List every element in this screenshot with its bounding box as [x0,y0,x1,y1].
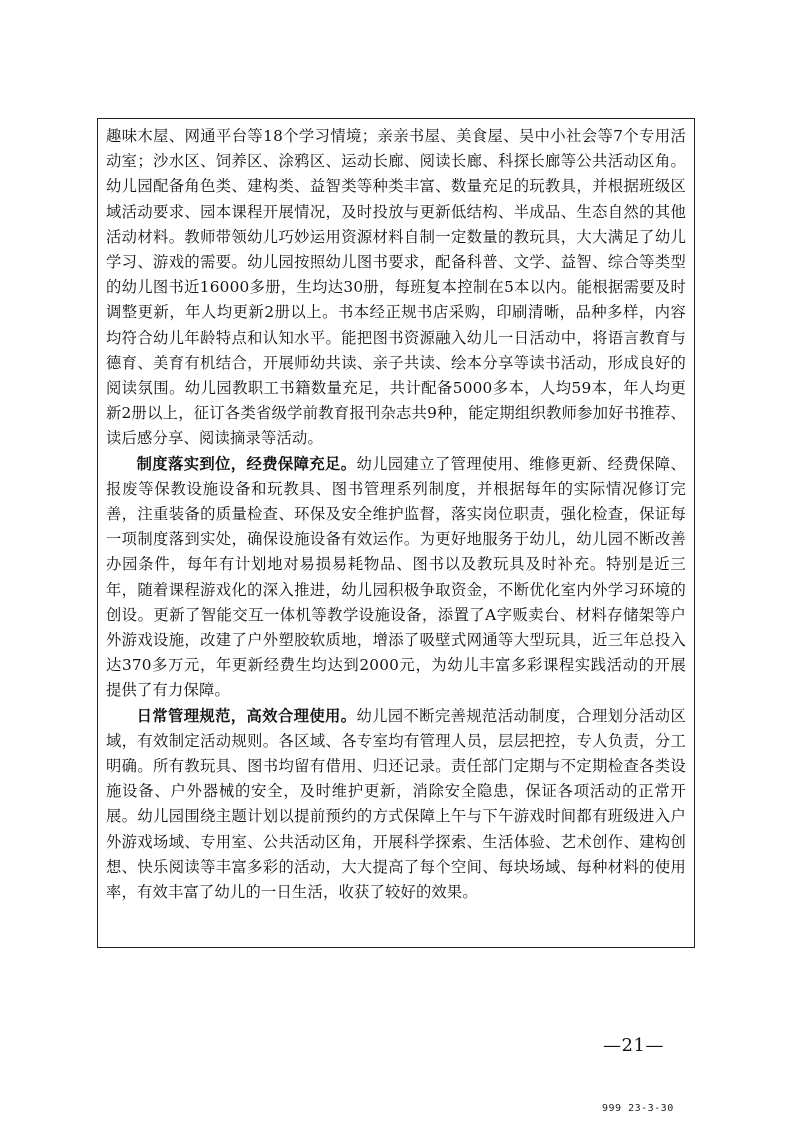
paragraph-3 [106,704,686,906]
paragraph-3-lead: 日常管理规范，高效合理使用。 [136,706,357,725]
footer-code: 999 23-3-30 [602,1103,674,1114]
paragraph-2-lead: 制度落实到位，经费保障充足。 [136,454,357,473]
page-number: —21— [603,1035,664,1056]
paragraph-3-body: 幼儿园不断完善规范活动制度，合理划分活动区域，有效制定活动规则。各区域、各专室均有管理人员，层层把控，专人负责，分工明确。所有教玩具、图书均留有借用、归还记录。责任部门定期与不定期检查各类设施设备、户外器械的安全，及时维护更新，消除安全隐患，保证各项活动的正常开展。幼儿园围绕主题计划以提前预约的方式保障上午与下午游戏时间都有班级进入户外游戏场域、专用室、公共活动区角，开展科学探索、生活体验、艺术创作、建构创想、快乐阅读等丰富多彩的活动，大大提高了每个空间、每块场域、每种材料的使用率，有效丰富了幼儿的一日生活，收获了较好的效果。 [106,706,686,902]
content-box [97,118,695,948]
paragraph-2 [106,452,686,704]
paragraph-1: 趣味木屋、网通平台等18个学习情境；亲亲书屋、美食屋、吴中小社会等7个专用活动室；沙水区、饲养区、涂鸦区、运动长廊、阅读长廊、科探长廊等公共活动区角。幼儿园配备角色类、建构类、益智类等种类丰富、数量充足的玩教具，并根据班级区域活动要求、园本课程开展情况，及时投放与更新低结构、半成品、生态自然的其他活动材料。教师带领幼儿巧妙运用资源材料自制一定数量的教玩具，大大满足了幼儿学习、游戏的需要。幼儿园按照幼儿图书要求，配备科普、文学、益智、综合等类型的幼儿图书近16000多册，生均达30册，每班复本控制在5本以内。能根据需要及时调整更新，年人均更新2册以上。书本经正规书店采购，印刷清晰，品种多样，内容均符合幼儿年龄特点和认知水平。能把图书资源融入幼儿一日活动中，将语言教育与德育、美育有机结合，开展师幼共读、亲子共读、绘本分享等读书活动，形成良好的阅读氛围。幼儿园教职工书籍数量充足，共计配备5000多本，人均59本，年人均更新2册以上，征订各类省级学前教育报刊杂志共9种，能定期组织教师参加好书推荐、读后感分享、阅读摘录等活动。 [106,127,686,448]
paragraph-2-body: 幼儿园建立了管理使用、维修更新、经费保障、报废等保教设施设备和玩教具、图书管理系列制度，并根据每年的实际情况修订完善，注重装备的质量检查、环保及安全维护监督，落实岗位职责，强化检查，保证每一项制度落到实处，确保设施设备有效运作。为更好地服务于幼儿，幼儿园不断改善办园条件，每年有计划地对易损易耗物品、图书以及教玩具及时补充。特别是近三年，随着课程游戏化的深入推进，幼儿园积极争取资金，不断优化室内外学习环境的创设。更新了智能交互一体机等教学设施设备，添置了A字贩卖台、材料存储架等户外游戏设施，改建了户外塑胶软质地，增添了吸壁式网通等大型玩具，近三年总投入达370多万元，年更新经费生均达到2000元，为幼儿丰富多彩课程实践活动的开展提供了有力保障。 [106,454,686,700]
